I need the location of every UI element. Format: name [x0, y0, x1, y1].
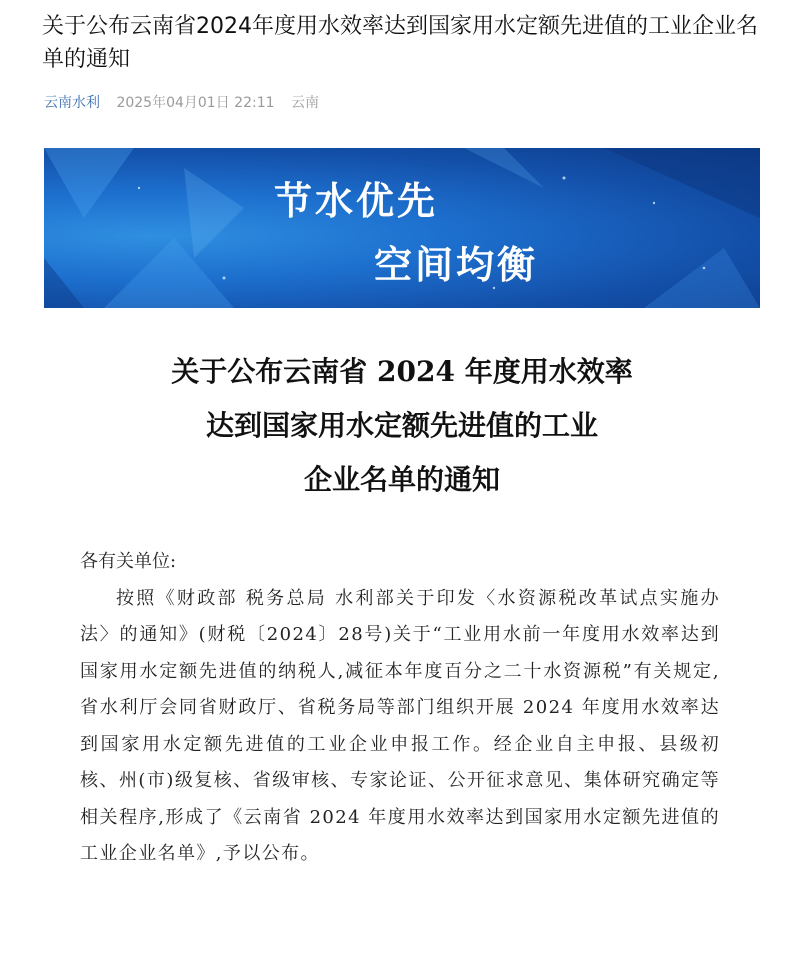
document-title-line: 企业名单的通知 — [303, 463, 500, 496]
source-link[interactable]: 云南水利 — [44, 95, 100, 111]
document-title-line: 达到国家用水定额先进值的工业 — [205, 409, 598, 442]
article-meta — [44, 93, 319, 113]
banner-slogan-2: 空间均衡 — [374, 243, 539, 287]
publish-location: 云南 — [290, 95, 319, 111]
body-paragraph: 按照《财政部 税务总局 水利部关于印发〈水资源税改革试点实施办法〉的通知》(财税〔2024〕28号)关于“工业用水前一年度用水效率达到国家用水定额先进值的纳税人,减征本年度百分之二十水资源税”有关规定,省水利厅会同省财政厅、省税务局等部门组织开展 2024 年度用水效率达到国家用水定额先进值的工业企业申报工作。经企业自主申报、县级初核、州(市)级复核、省级审核、专家论证、公开征求意见、集体研究确定等相关程序,形成了《云南省 2024 年度用水效率达到国家用水定额先进值的工业企业名单》,予以公布。 — [80, 587, 720, 864]
article-title: 关于公布云南省2024年度用水效率达到国家用水定额先进值的工业企业名单的通知 — [42, 14, 758, 72]
document-title-line: 关于公布云南省 2024 年度用水效率 — [171, 355, 633, 388]
salutation: 各有关单位: — [80, 551, 177, 572]
banner-slogan-1: 节水优先 — [274, 179, 439, 223]
banner-image — [44, 148, 760, 308]
publish-time: 2025年04月01日 22:11 — [116, 95, 275, 111]
document-body — [80, 544, 720, 873]
document-title — [44, 345, 760, 507]
